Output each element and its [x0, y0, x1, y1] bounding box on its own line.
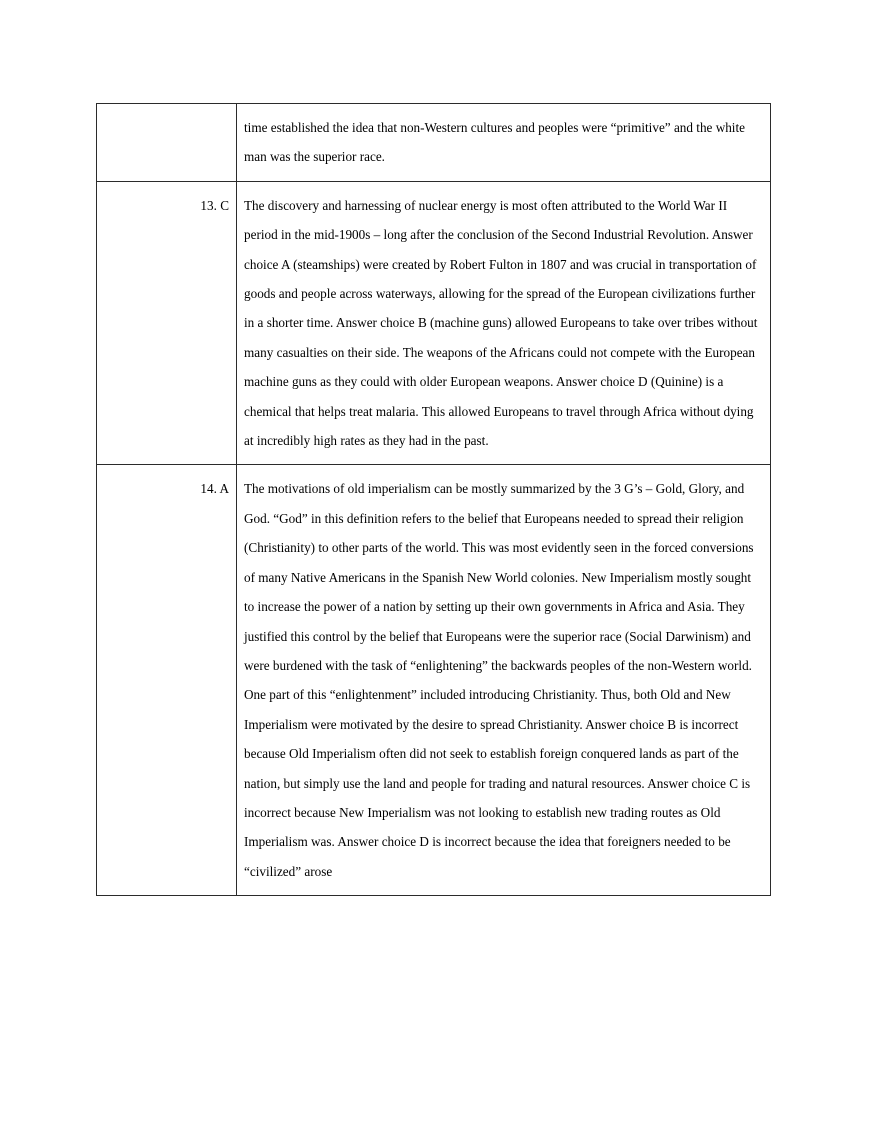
explanation-paragraph: The discovery and harnessing of nuclear energy is most often attributed to the World War II period in the mid-1900s – long after the conclusion of the Second Industrial Revolution. Answer choice A (steamships) were created by Robert Fulton in 1807 and was crucial in transportation of goods and people across waterways, allowing for the spread of the European civilizations further in a shorter time. Answer choice B (machine guns) allowed Europeans to take over tribes without many casualties on their side. The weapons of the Africans could not compete with the European machine guns as they could with older European weapons. Answer choice D (Quinine) is a chemical that helps treat malaria. This allowed Europeans to travel through Africa without dying at incredibly high rates as they had in the past.: [244, 197, 758, 449]
table-row: [97, 181, 771, 465]
answer-explanation-cell: [237, 104, 771, 182]
answer-number-label: 13. C: [200, 197, 229, 213]
answer-explanation-table: [96, 103, 771, 896]
answer-explanation-cell: [237, 465, 771, 896]
table-row: [97, 465, 771, 896]
explanation-paragraph: time established the idea that non-Western cultures and peoples were “primitive” and the white man was the superior race.: [244, 120, 745, 165]
table-row: [97, 104, 771, 182]
answer-explanation-body: [237, 182, 770, 465]
answer-number-label: [97, 104, 236, 123]
explanation-paragraph: The motivations of old imperialism can be mostly summarized by the 3 G’s – Gold, Glory, and God. “God” in this definition refers to the belief that Europeans needed to spread their religion (Christianity) to other parts of the world. This was most evidently seen in the forced conversions of many Native Americans in the Spanish New World colonies. New Imperialism mostly sought to increase the power of a nation by setting up their own governments in Africa and Asia. They justified this control by the belief that Europeans were the superior race (Social Darwinism) and were burdened with the task of “enlightening” the backwards peoples of the non-Western world. One part of this “enlightenment” included introducing Christianity. Thus, both Old and New Imperialism were motivated by the desire to spread Christianity. Answer choice B is incorrect because Old Imperialism often did not seek to establish foreign conquered lands as part of the nation, but simply use the land and people for trading and natural resources. Answer choice C is incorrect because New Imperialism was not looking to establish new trading routes as Old Imperialism was. Answer choice D is incorrect because the idea that foreigners needed to be “civilized” arose: [244, 481, 754, 879]
answer-explanation-cell: [237, 181, 771, 465]
answer-explanation-body: [237, 465, 770, 895]
answer-explanation-body: [237, 104, 770, 181]
answer-number-cell: [97, 465, 237, 896]
answer-number-cell: [97, 104, 237, 182]
answer-number-label: 14. A: [200, 481, 229, 497]
table-body: [97, 104, 771, 896]
answer-number-cell: [97, 181, 237, 465]
